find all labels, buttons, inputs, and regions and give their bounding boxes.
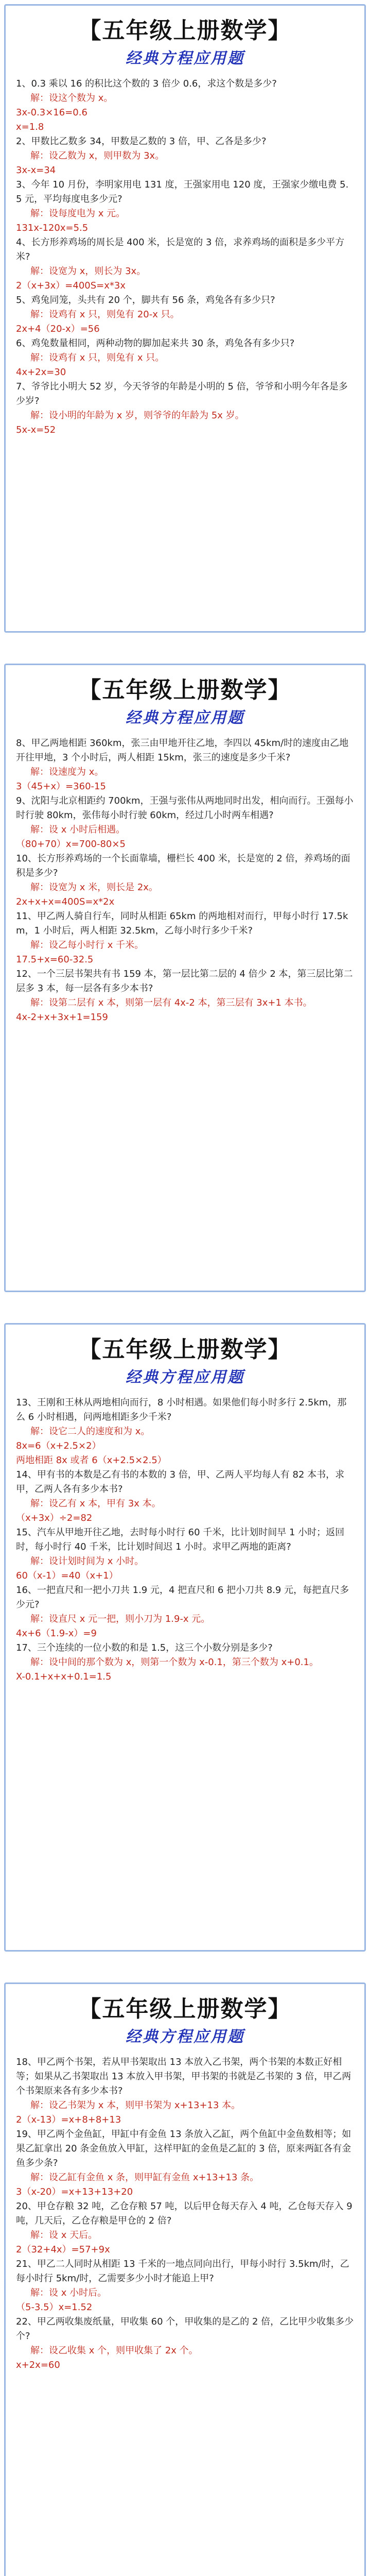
problem-text: 3、今年 10 月份，李明家用电 131 度，王强家用电 120 度，王强家少缴电费 5.5 元，平均每度电多少元? (16, 179, 349, 205)
problem-text: 12、一个三层书架共有书 159 本，第一层比第二层的 4 倍少 2 本，第三层比第二层多 3 本，每一层各有多少本书? (16, 969, 353, 994)
solution-setup: 解：设乙有 x 本，甲有 3x 本。 (30, 1498, 161, 1509)
panel-title: 【五年级上册数学】 (78, 1996, 292, 2022)
solution-setup: 解：设第二层有 x 本，则第一层有 4x-2 本，第三层有 3x+1 本书。 (30, 997, 312, 1008)
problem-text: 4、长方形养鸡场的周长是 400 米，长是宽的 3 倍，求养鸡场的面积是多少平方米? (16, 237, 345, 262)
solution-setup: 解：设中间的那个数为 x，则第一个数为 x-0.1，第三个数为 x+0.1。 (30, 1657, 319, 1668)
solution-setup: 解：设小明的年龄为 x 岁，则爷爷的年龄为 5x 岁。 (30, 410, 244, 421)
solution-setup: 解：设乙收集 x 个，则甲收集了 2x 个。 (30, 2345, 198, 2356)
solution-equation: X-0.1+x+x+0.1=1.5 (16, 1671, 112, 1682)
problem-list (16, 77, 354, 437)
panel-title: 【五年级上册数学】 (78, 1336, 292, 1363)
solution-equation: x+2x=60 (16, 2360, 60, 2370)
solution-equation: 2x+4（20-x）=56 (16, 324, 100, 334)
solution-equation: x=1.8 (16, 122, 44, 132)
solution-equation: 2（32+4x）=57+9x (16, 2244, 110, 2255)
worksheet-panel-2 (4, 664, 366, 1292)
solution-setup: 解：设乙缸有金鱼 x 条，则甲缸有金鱼 x+13+13 条。 (30, 2172, 259, 2183)
solution-setup: 解：设乙数为 x，则甲数为 3x。 (30, 150, 165, 161)
panel-subtitle: 经典方程应用题 (126, 49, 244, 67)
solution-setup: 解：设乙每小时行 x 千米。 (30, 940, 144, 951)
problem-text: 2、甲数比乙数多 34，甲数是乙数的 3 倍，甲、乙各是多少? (16, 136, 267, 147)
problem-text: 11、甲乙两人骑自行车，同时从相距 65km 的两地相对而行，甲每小时行 17.5km，1 小时后，两人相距 32.5km，乙每小时行多少千米? (16, 911, 348, 936)
solution-equation: 131x-120x=5.5 (16, 223, 89, 233)
problem-text: 13、王刚和王林从两地相向而行，8 小时相遇。如果他们每小时多行 2.5km，那么 6 小时相遇，问两地相距多少千米? (16, 1397, 347, 1422)
solution-setup: 解：设乙书架为 x 本，则甲书架为 x+13+13 本。 (30, 2100, 241, 2111)
panel-subtitle: 经典方程应用题 (126, 2028, 244, 2046)
solution-setup: 解：设它二人的速度和为 x。 (30, 1426, 150, 1437)
solution-equation: 8x=6（x+2.5×2） (16, 1440, 101, 1451)
panel-subtitle: 经典方程应用题 (126, 1368, 244, 1386)
problem-text: 6、鸡兔数量相同，两种动物的脚加起来共 30 条，鸡兔各有多少只? (16, 338, 295, 349)
solution-setup: 解：设宽为 x，则长为 3x。 (30, 266, 146, 277)
solution-equation: 2（x+3x）=400S=x*3x (16, 280, 126, 291)
solution-setup: 解：设速度为 x。 (30, 767, 104, 777)
problem-list (16, 1396, 354, 1684)
worksheet-panel-4 (4, 1982, 366, 2576)
problem-text: 7、爷爷比小明大 52 岁，今天爷爷的年龄是小明的 5 倍，爷爷和小明今年各是多少岁? (16, 381, 348, 406)
solution-setup: 解：设 x 小时后。 (30, 2287, 107, 2298)
problem-text: 16、一把直尺和一把小刀共 1.9 元，4 把直尺和 6 把小刀共 8.9 元，每把直尺多少元? (16, 1585, 349, 1610)
solution-equation: 2（x-13）=x+8+8+13 (16, 2114, 121, 2125)
solution-setup: 解：设 x 小时后相遇。 (30, 824, 126, 835)
worksheet-panel-3 (4, 1323, 366, 1952)
solution-setup: 解：设每度电为 x 元。 (30, 208, 126, 219)
problem-text: 15、汽车从甲地开往乙地，去时每小时行 60 千米，比计划时间早 1 小时；返回时，每小时行 40 千米，比计划时间迟 1 小时。求甲乙两地的距离? (16, 1527, 345, 1552)
solution-equation: 17.5+x=60-32.5 (16, 954, 94, 965)
solution-equation: 4x+6（1.9-x）=9 (16, 1628, 97, 1639)
solution-equation: 5x-x=52 (16, 425, 56, 435)
solution-setup: 解：设这个数为 x。 (30, 93, 113, 104)
panel-subtitle: 经典方程应用题 (126, 709, 244, 727)
problem-text: 19、甲乙两个金鱼缸，甲缸中有金鱼 13 条放入乙缸，两个鱼缸中金鱼数相等；如果乙缸拿出 20 条金鱼放入甲缸，这样甲缸的金鱼是乙缸的 3 倍，原来两缸各有金鱼多少条? (16, 2129, 351, 2168)
worksheet-panel-1 (4, 4, 366, 633)
solution-setup: 解：设鸡有 x 只，则兔有 x 只。 (30, 352, 165, 363)
problem-text: 10、长方形养鸡场的一个长面靠墙，栅栏长 400 米，长是宽的 2 倍，养鸡场的面积是多少? (16, 853, 350, 878)
solution-equation: 3x-x=34 (16, 165, 56, 176)
problem-text: 9、沈阳与北京相距约 700km，王强与张伟从两地同时出发，相向而行。王强每小时行驶 80km，张伟每小时行驶 60km，经过几小时两车相遇? (16, 795, 354, 821)
solution-equation: 两地相距 8x 或者 6（x+2.5×2.5） (16, 1455, 167, 1466)
problem-text: 5、鸡兔同笼，头共有 20 个，脚共有 56 条，鸡兔各有多少只? (16, 295, 275, 306)
problem-text: 1、0.3 乘以 16 的积比这个数的 3 倍少 0.6，求这个数是多少? (16, 78, 277, 89)
solution-equation: （x+3x）÷2=82 (16, 1513, 93, 1523)
solution-equation: 3（45+x）=360-15 (16, 781, 106, 792)
solution-equation: 60（x-1）=40（x+1） (16, 1570, 118, 1581)
solution-setup: 解：设直尺 x 元一把，则小刀为 1.9-x 元。 (30, 1614, 210, 1624)
solution-setup: 解：设 x 天后。 (30, 2230, 98, 2241)
solution-equation: （5-3.5）x=1.52 (16, 2302, 93, 2313)
problem-text: 8、甲乙两地相距 360km，张三由甲地开往乙地，李四以 45km/时的速度由乙地开往甲地，3 个小时后，两人相距 15km，张三的速度是多少千米? (16, 738, 349, 763)
problem-text: 14、甲有书的本数是乙有书的本数的 3 倍，甲、乙两人平均每人有 82 本书，求甲，乙两人各有多少本书? (16, 1469, 345, 1495)
solution-equation: 3（x-20）=x+13+13+20 (16, 2187, 133, 2197)
problem-text: 18、甲乙两个书架，若从甲书架取出 13 本放入乙书架，两个书架的本数正好相等；如果从乙书架取出 13 本放入甲书架，甲书架的书就是乙书架的 3 倍，甲乙两个书架原来各有多少本书? (16, 2057, 351, 2096)
problem-text: 20、甲仓存粮 32 吨，乙仓存粮 57 吨，以后甲仓每天存入 4 吨，乙仓每天存入 9 吨，几天后，乙仓存粮是甲仓的 2 倍? (16, 2201, 356, 2226)
solution-equation: （80+70）x=700-80×5 (16, 839, 126, 850)
problem-text: 17、三个连续的一位小数的和是 1.5，这三个小数分别是多少? (16, 1642, 273, 1653)
solution-equation: 4x+2x=30 (16, 367, 66, 378)
solution-equation: 3x-0.3×16=0.6 (16, 107, 87, 118)
panel-title: 【五年级上册数学】 (78, 677, 292, 703)
problem-list (16, 2055, 354, 2372)
solution-equation: 2x+x+x=400S=x*2x (16, 896, 115, 907)
panel-title: 【五年级上册数学】 (78, 18, 292, 44)
solution-setup: 解：设计划时间为 x 小时。 (30, 1556, 144, 1567)
solution-equation: 4x-2+x+3x+1=159 (16, 1012, 108, 1023)
solution-setup: 解：设宽为 x 米，则长是 2x。 (30, 882, 158, 893)
problem-text: 21、甲乙二人同时从相距 13 千米的一地点同向出行，甲每小时行 3.5km/时，乙每小时行 5km/时，乙需要多少小时才能追上甲? (16, 2259, 349, 2284)
problem-text: 22、甲乙两收集废纸量，甲收集 60 个，甲收集的是乙的 2 倍，乙比甲少收集多少个? (16, 2316, 354, 2342)
problem-list (16, 736, 354, 1025)
solution-setup: 解：设鸡有 x 只，则兔有 20-x 只。 (30, 309, 180, 320)
